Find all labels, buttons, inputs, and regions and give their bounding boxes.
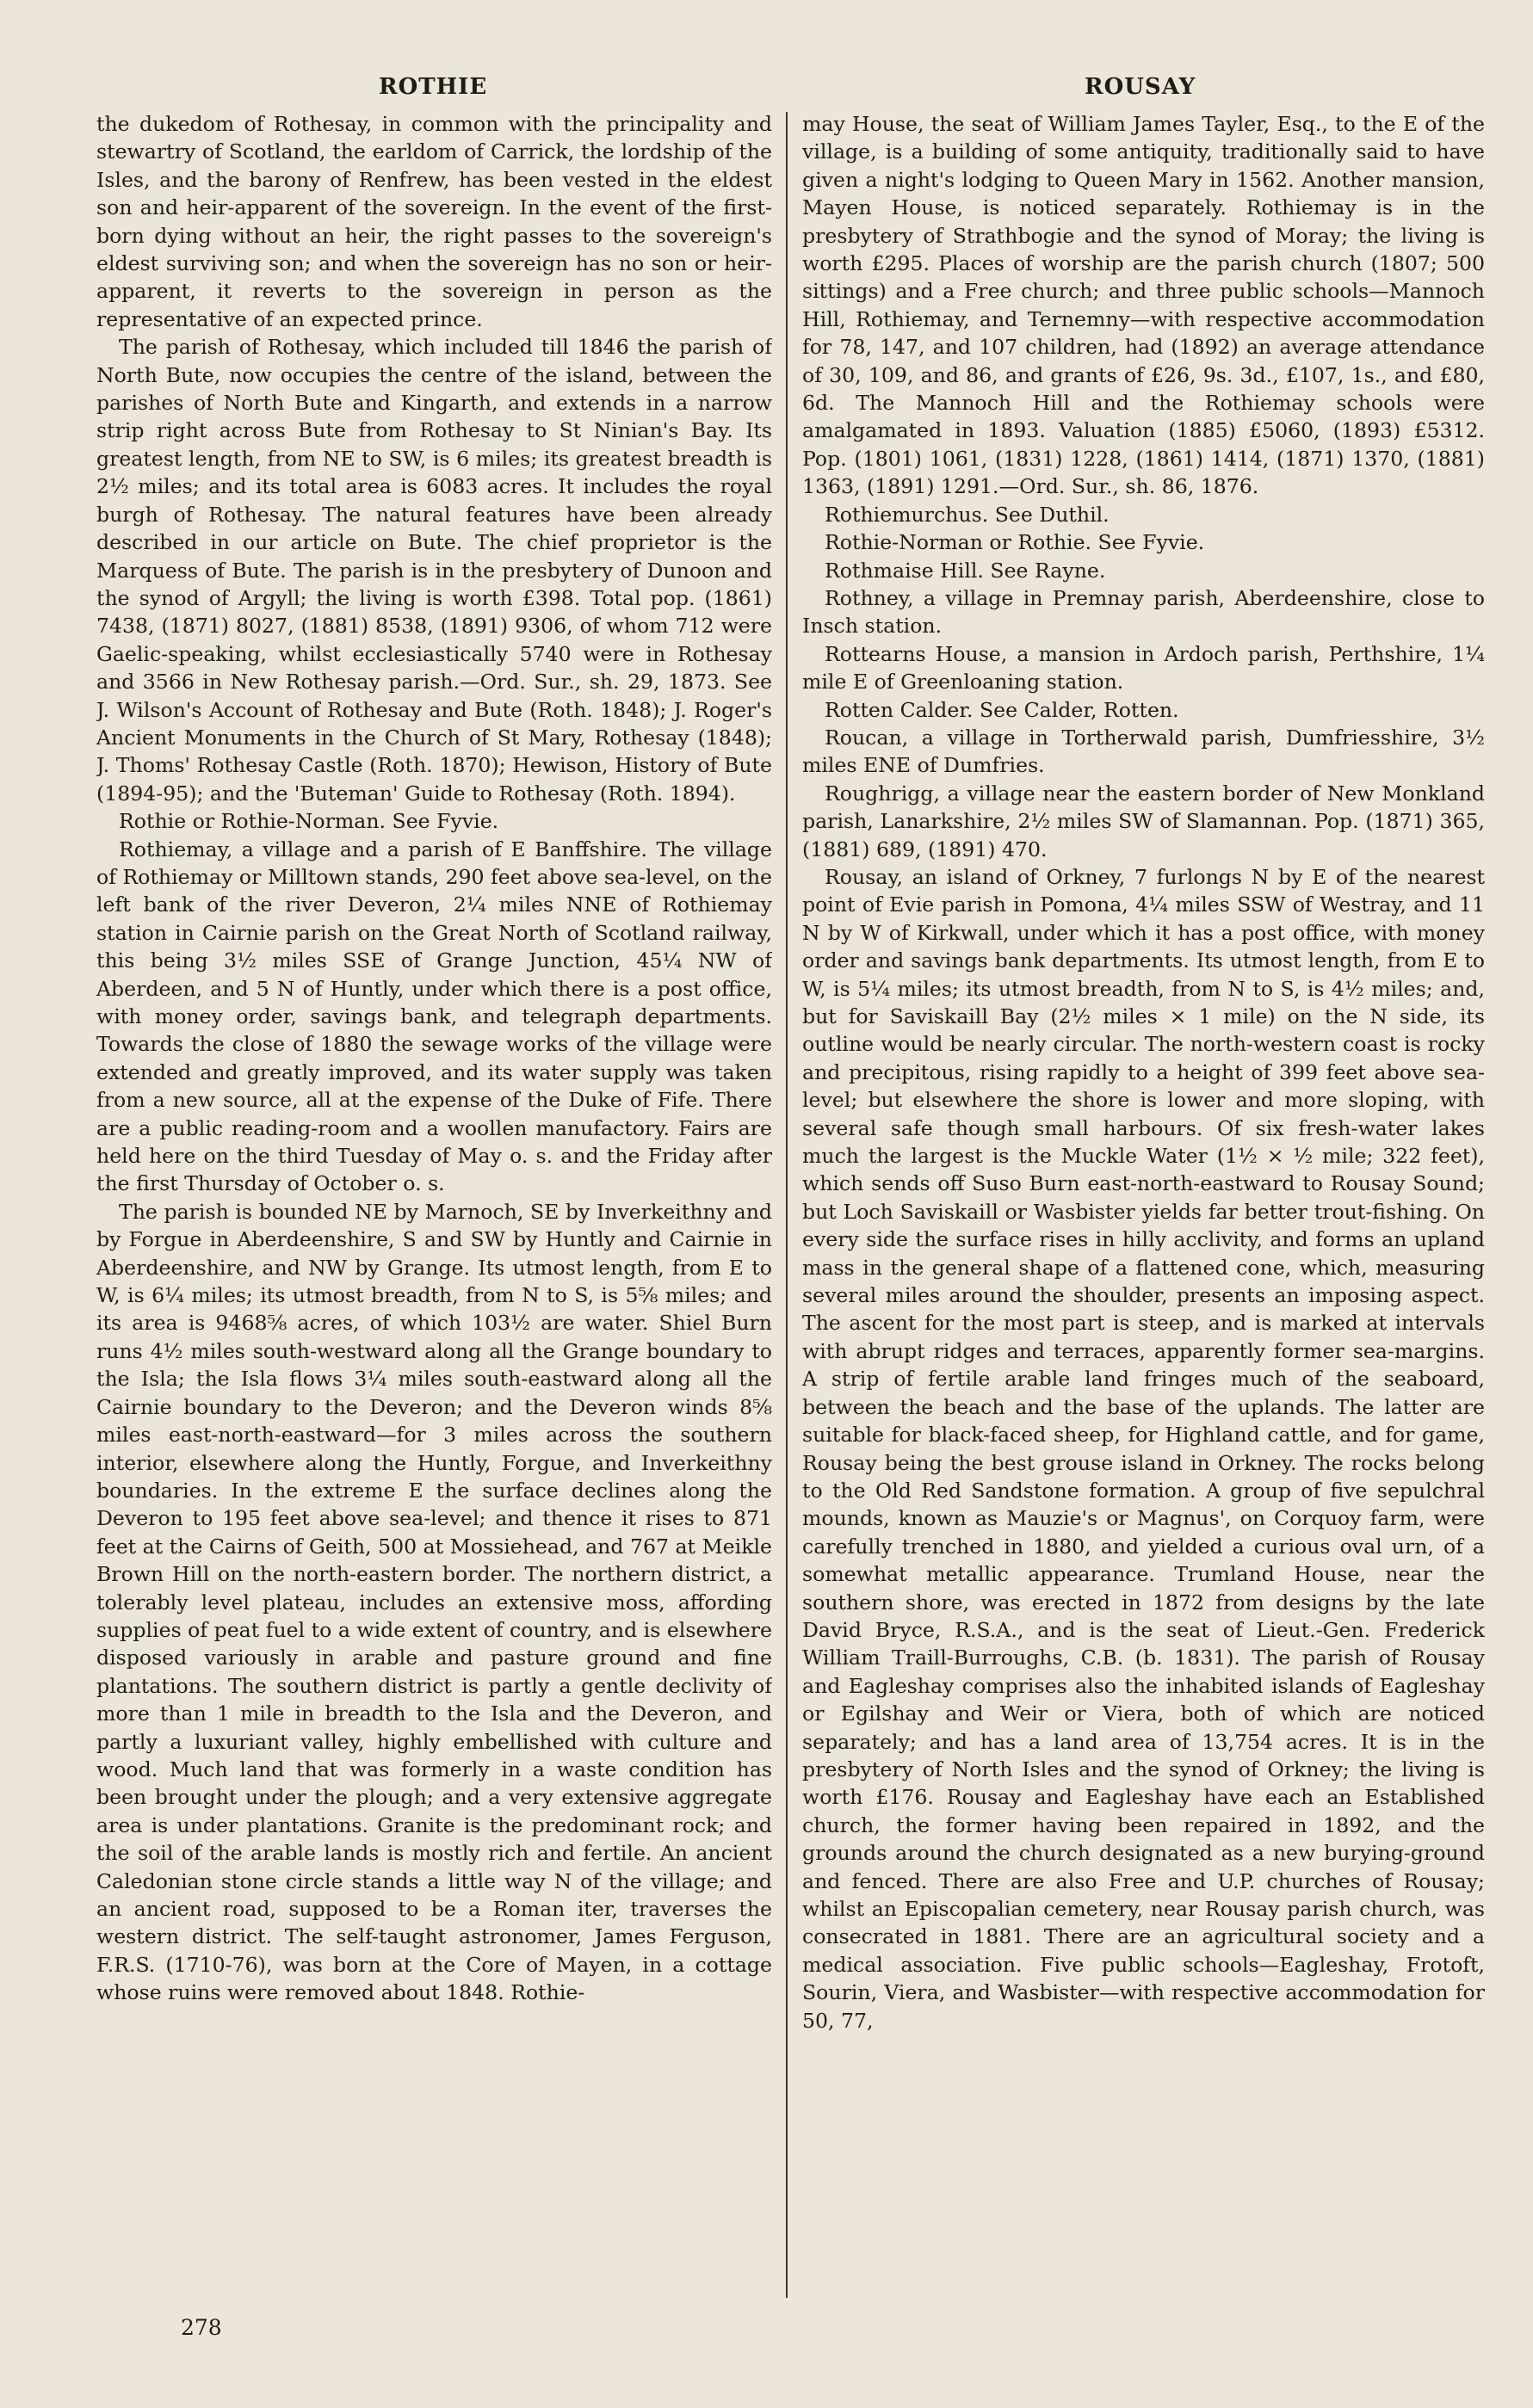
paragraph: Rothmaise Hill. See Rayne. [825,558,1106,583]
page-number: 278 [181,2315,222,2340]
column-divider [786,112,788,2298]
paragraph: The parish is bounded NE by Marnoch, SE by Inverkeithny and by Forgue in Aberdeenshire, S and SW by Huntly and Cairnie in Aberdeenshire, and NW by Grange. Its utmost length, from E to W, is 6¼ miles; its utmost breadth, from N to S, is 5⅝ miles; and its area is 9468⅝ acres, of which 103½ are water. Shiel Burn runs 4½ miles south-westward along all the Grange boundary to the Isla; the Isla flows 3¼ miles south-eastward along all the Cairnie boundary to the Deveron; and the Deveron winds 8⅝ miles east-north-eastward—for 3 miles across the southern interior, elsewhere along the Huntly, Forgue, and Inverkeithny boundaries. In the extreme E the surface declines along the Deveron to 195 feet above sea-level; and thence it rises to 871 feet at the Cairns of Geith, 500 at Mossiehead, and 767 at Meikle Brown Hill on the north-eastern border. The northern district, a tolerably level plateau, includes an extensive moss, affording supplies of peat fuel to a wide extent of country, and is elsewhere disposed variously in arable and pasture ground and fine plantations. The southern district is partly a gentle declivity of more than 1 mile in breadth to the Isla and the Deveron, and partly a luxuriant valley, highly embellished with culture and wood. Much land that was formerly in a waste condition has been brought under the plough; and a very extensive aggregate area is under plantations. Granite is the predominant rock; and the soil of the arable lands is mostly rich and fertile. An ancient Caledonian stone circle stands a little way N of the village; and an ancient road, supposed to be a Roman iter, traverses the western district. The self-taught astronomer, James Ferguson, F.R.S. (1710-76), was born at the Core of Mayen, in a cottage whose ruins were removed about 1848. Rothie- [96,1199,772,2005]
paragraph: Rotten Calder. See Calder, Rotten. [825,697,1179,722]
paragraph: Rothiemay, a village and a parish of E Banffshire. The village of Rothiemay or Milltown stands, 290 feet above sea-level, on the left bank of the river Deveron, 2¼ miles NNE of Rothiemay station in Cairnie parish on the Great North of Scotland railway, this being 3½ miles SSE of Grange Junction, 45¼ NW of Aberdeen, and 5 N of Huntly, under which there is a post office, with money order, savings bank, and telegraph departments. Towards the close of 1880 the sewage works of the village were extended and greatly improved, and its water supply was taken from a new source, all at the expense of the Duke of Fife. There are a public reading-room and a woollen manufactory. Fairs are held here on the third Tuesday of May o. s. and the Friday after the first Thursday of October o. s. [96,837,772,1196]
paragraph: Rothiemurchus. See Duthil. [825,502,1110,527]
paragraph: Roughrigg, a village near the eastern border of New Monkland parish, Lanarkshire, 2½ miles SW of Slamannan. Pop. (1871) 365, (1881) 689, (1891) 470. [802,781,1485,861]
paragraph: may House, the seat of William James Tayler, Esq., to the E of the village, is a building of some antiquity, traditionally said to have given a night's lodging to Queen Mary in 1562. Another mansion, Mayen House, is noticed separately. Rothiemay is in the presbytery of Strathbogie and the synod of Moray; the living is worth £295. Places of worship are the parish church (1807; 500 sittings) and a Free church; and three public schools—Mannoch Hill, Rothiemay, and Ternemny—with respective accommodation for 78, 147, and 107 children, had (1892) an average attendance of 30, 109, and 86, and grants of £26, 9s. 3d., £107, 1s., and £80, 6d. The Mannoch Hill and the Rothiemay schools were amalgamated in 1893. Valuation (1885) £5060, (1893) £5312. Pop. (1801) 1061, (1831) 1228, (1861) 1414, (1871) 1370, (1881) 1363, (1891) 1291.—Ord. Sur., sh. 86, 1876. [802,112,1485,499]
running-header-right: ROUSAY [1085,74,1196,100]
paragraph: The parish of Rothesay, which included till 1846 the parish of North Bute, now occupies the centre of the island, between the parishes of North Bute and Kingarth, and extends in a narrow strip right across Bute from Rothesay to St Ninian's Bay. Its greatest length, from NE to SW, is 6 miles; its greatest breadth is 2½ miles; and its total area is 6083 acres. It includes the royal burgh of Rothesay. The natural features have been already described in our article on Bute. The chief proprietor is the Marquess of Bute. The parish is in the presbytery of Dunoon and the synod of Argyll; the living is worth £398. Total pop. (1861) 7438, (1871) 8027, (1881) 8538, (1891) 9306, of whom 712 were Gaelic-speaking, whilst ecclesiastically 5740 were in Rothesay and 3566 in New Rothesay parish.—Ord. Sur., sh. 29, 1873. See J. Wilson's Account of Rothesay and Bute (Roth. 1848); J. Roger's Ancient Monuments in the Church of St Mary, Rothesay (1848); J. Thoms' Rothesay Castle (Roth. 1870); Hewison, History of Bute (1894-95); and the 'Buteman' Guide to Rothesay (Roth. 1894). [96,335,772,806]
paragraph: Rothie or Rothie-Norman. See Fyvie. [119,809,499,834]
paragraph: Rothie-Norman or Rothie. See Fyvie. [825,530,1205,555]
paragraph: Rothney, a village in Premnay parish, Aberdeenshire, close to Insch station. [802,585,1485,639]
paragraph: Rousay, an island of Orkney, 7 furlongs N by E of the nearest point of Evie parish in Pomona, 4¼ miles SSW of Westray, and 11 N by W of Kirkwall, under which it has a post office, with money order and savings bank departments. Its utmost length, from E to W, is 5¼ miles; its utmost breadth, from N to S, is 4½ miles; and, but for Saviskaill Bay (2½ miles × 1 mile) on the N side, its outline would be nearly circular. The north-western coast is rocky and precipitous, rising rapidly to a height of 399 feet above sea-level; but elsewhere the shore is lower and more sloping, with several safe though small harbours. Of six fresh-water lakes much the largest is the Muckle Water (1½ × ½ mile; 322 feet), which sends off Suso Burn east-north-eastward to Rousay Sound; but Loch Saviskaill or Wasbister yields far better trout-fishing. On every side the surface rises in hilly acclivity, and forms an upland mass in the general shape of a flattened cone, which, measuring several miles around the shoulder, presents an imposing aspect. The ascent for the most part is steep, and is marked at intervals with abrupt ridges and terraces, apparently former sea-margins. A strip of fertile arable land fringes much of the seaboard, between the beach and the base of the uplands. The latter are suitable for black-faced sheep, for Highland cattle, and for game, Rousay being the best grouse island in Orkney. The rocks belong to the Old Red Sandstone formation. A group of five sepulchral mounds, known as Mauzie's or Magnus', on Corquoy farm, were carefully trenched in 1880, and yielded a curious oval urn, of a somewhat metallic appearance. Trumland House, near the southern shore, was erected in 1872 from designs by the late David Bryce, R.S.A., and is the seat of Lieut.-Gen. Frederick William Traill-Burroughs, C.B. (b. 1831). The parish of Rousay and Eagleshay comprises also the inhabited islands of Eagleshay or Egilshay and Weir or Viera, both of which are noticed separately; and has a land area of 13,754 acres. It is in the presbytery of North Isles and the synod of Orkney; the living is worth £176. Rousay and Eagleshay have each an Established church, the former having been repaired in 1892, and the grounds around the church designated as a new burying-ground and fenced. There are also Free and U.P. churches of Rousay; whilst an Episcopalian cemetery, near Rousay parish church, was consecrated in 1881. There are an agricultural society and a medical association. Five public schools—Eagleshay, Frotoft, Sourin, Viera, and Wasbister—with respective accommodation for 50, 77, [802,864,1485,2033]
paragraph: Rottearns House, a mansion in Ardoch parish, Perthshire, 1¼ mile E of Greenloaning station. [802,641,1485,695]
left-column [96,110,772,2305]
paragraph: the dukedom of Rothesay, in common with the principality and stewartry of Scotland, the earldom of Carrick, the lordship of the Isles, and the barony of Renfrew, has been vested in the eldest son and heir-apparent of the sovereign. In the event of the first-born dying without an heir, the right passes to the sovereign's eldest surviving son; and when the sovereign has no son or heir-apparent, it reverts to the sovereign in person as the representative of an expected prince. [96,112,772,331]
paragraph: Roucan, a village in Tortherwald parish, Dumfriesshire, 3½ miles ENE of Dumfries. [802,725,1485,778]
right-column [802,110,1485,2305]
running-header-left: ROTHIE [379,74,488,100]
